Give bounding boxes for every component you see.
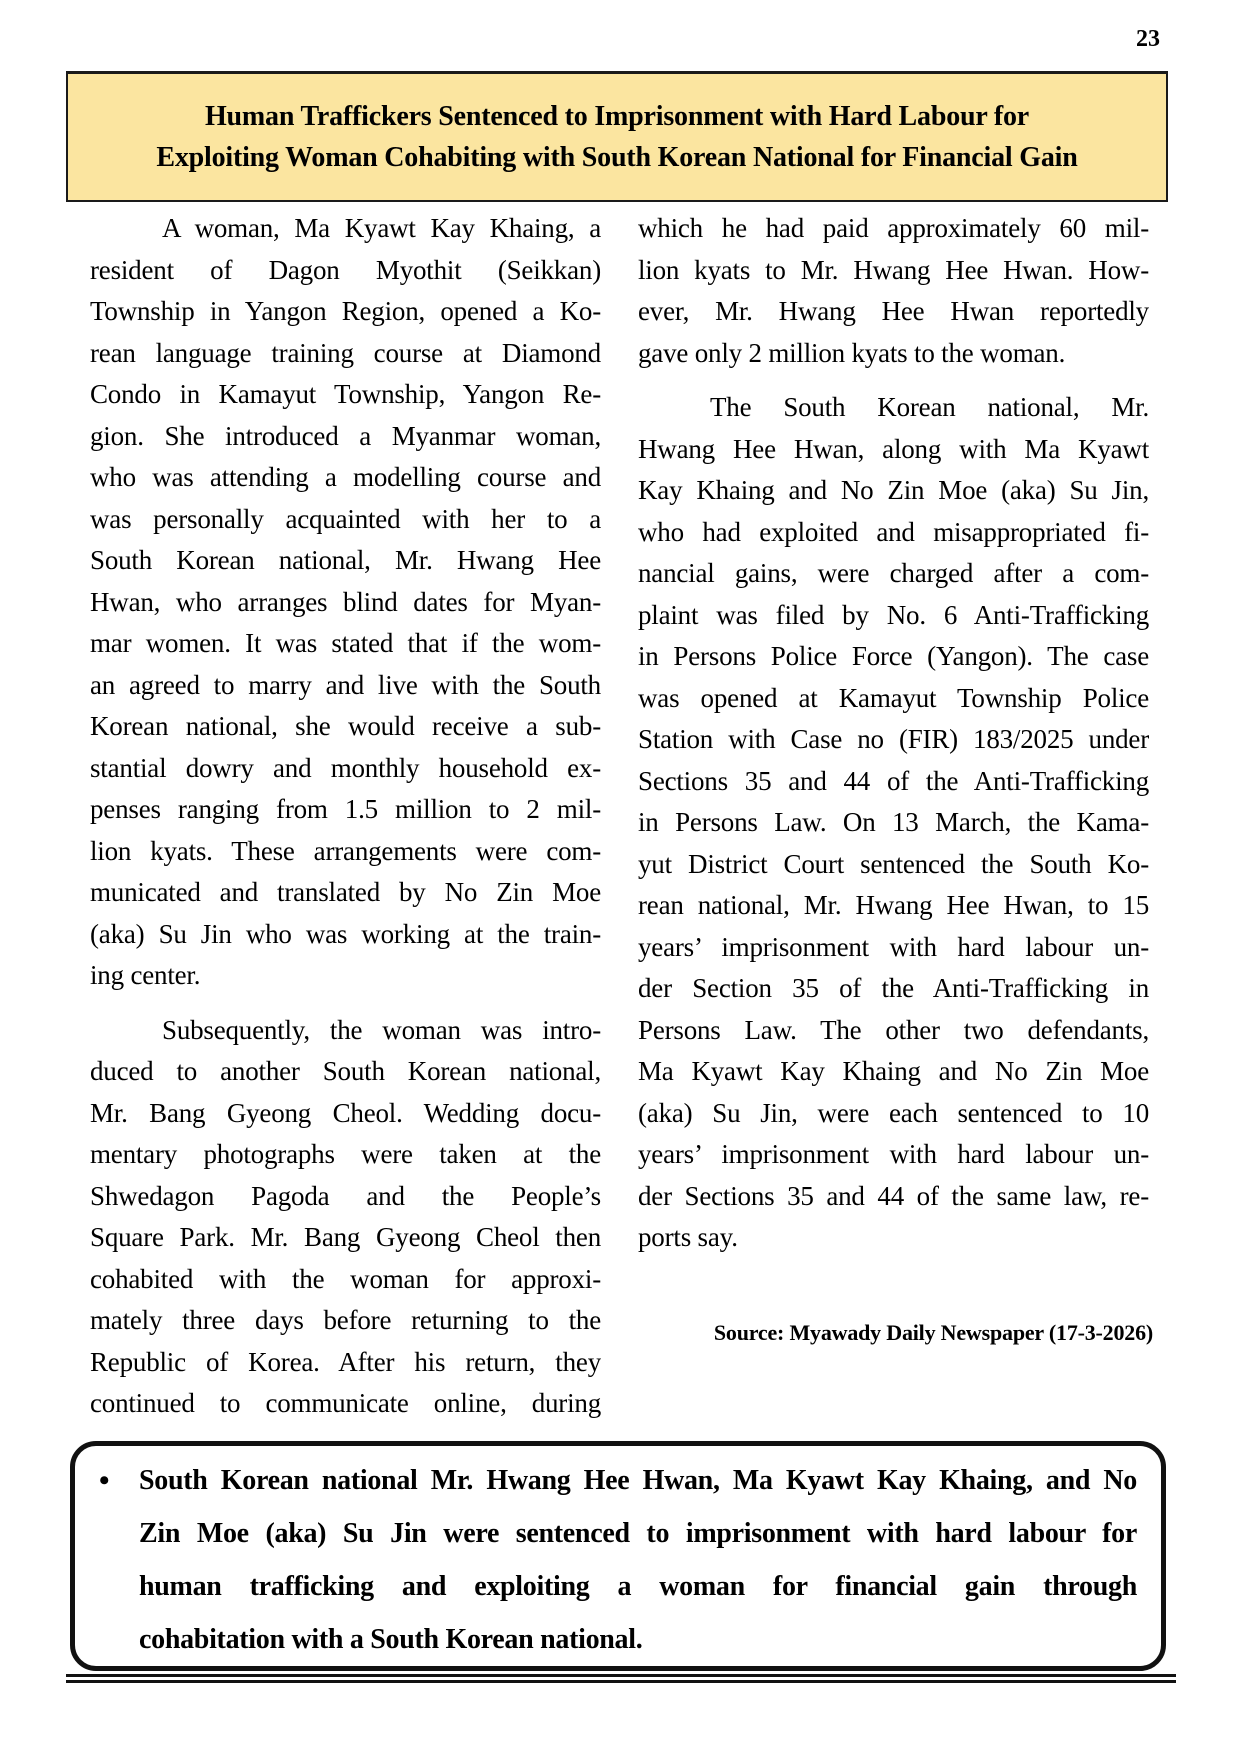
text-line: yut District Court sentenced the South Ko- <box>638 848 1149 879</box>
right-column <box>638 208 1149 1425</box>
paragraph <box>90 208 601 997</box>
text-line: A woman, Ma Kyawt Kay Khaing, a <box>162 213 601 243</box>
text-line: Persons Law. The other two defendants, <box>638 1014 1149 1045</box>
paragraph <box>90 1010 601 1425</box>
text-line: ing center. <box>90 960 201 990</box>
text-line: an agreed to marry and live with the South <box>90 669 601 700</box>
text-line: The South Korean national, Mr. <box>710 392 1149 422</box>
text-line: resident of Dagon Myothit (Seikkan) <box>90 254 601 285</box>
text-line: plaint was filed by No. 6 Anti-Trafficking <box>638 599 1149 630</box>
text-line: duced to another South Korean national, <box>90 1056 601 1086</box>
article-body <box>90 208 1149 1425</box>
text-line: Subsequently, the woman was intro- <box>162 1014 601 1045</box>
text-line: Township in Yangon Region, opened a Ko- <box>90 296 601 326</box>
text-line: was personally acquainted with her to a <box>90 503 601 534</box>
text-line: who had exploited and misappropriated fi- <box>638 516 1149 547</box>
bullet-marker: • <box>99 1464 110 1497</box>
text-line: gion. She introduced a Myanmar woman, <box>90 420 601 451</box>
bottom-double-rule <box>66 1674 1176 1683</box>
text-line: years’ imprisonment with hard labour un- <box>638 931 1149 962</box>
text-line: Korean national, she would receive a sub- <box>90 711 601 741</box>
text-line: Hwang Hee Hwan, along with Ma Kyawt <box>638 433 1149 464</box>
text-line: rean national, Mr. Hwang Hee Hwan, to 15 <box>638 890 1149 920</box>
text-line: nancial gains, were charged after a com- <box>638 558 1149 588</box>
text-line: Square Park. Mr. Bang Gyeong Cheol then <box>90 1222 601 1252</box>
text-line: lion kyats. These arrangements were com- <box>90 835 601 866</box>
summary-line: human trafficking and exploiting a woman for financial gain through <box>139 1571 1137 1602</box>
text-line: Condo in Kamayut Township, Yangon Re- <box>90 379 601 409</box>
text-line: mar women. It was stated that if the wom- <box>90 628 601 658</box>
text-line: Station with Case no (FIR) 183/2025 under <box>638 724 1149 754</box>
text-line: der Sections 35 and 44 of the same law, re- <box>638 1180 1149 1211</box>
text-line: lion kyats to Mr. Hwang Hee Hwan. How- <box>638 254 1149 285</box>
text-line: mately three days before returning to the <box>90 1305 601 1335</box>
text-line: (aka) Su Jin who was working at the train- <box>90 918 601 949</box>
text-line: in Persons Police Force (Yangon). The case <box>638 641 1149 671</box>
text-line: penses ranging from 1.5 million to 2 mil- <box>90 794 601 824</box>
text-line: cohabited with the woman for approxi- <box>90 1263 601 1294</box>
text-line: (aka) Su Jin, were each sentenced to 10 <box>638 1097 1149 1128</box>
text-line: continued to communicate online, during <box>90 1388 601 1418</box>
text-line: Ma Kyawt Kay Khaing and No Zin Moe <box>638 1056 1149 1086</box>
text-line: Shwedagon Pagoda and the People’s <box>90 1180 601 1211</box>
article-title-line-1: Human Traffickers Sentenced to Imprisonment with Hard Labour for <box>204 101 1030 132</box>
text-line: was opened at Kamayut Township Police <box>638 682 1149 713</box>
article-title-line-2: Exploiting Woman Cohabiting with South Korean National for Financial Gain <box>156 142 1078 173</box>
summary-line: South Korean national Mr. Hwang Hee Hwan, Ma Kyawt Kay Khaing, and No <box>139 1465 1137 1496</box>
text-line: ports say. <box>638 1222 738 1252</box>
text-line: stantial dowry and monthly household ex- <box>90 752 601 783</box>
summary-box <box>70 1441 1166 1671</box>
text-line: who was attending a modelling course and <box>90 462 601 492</box>
source-attribution: Source: Myawady Daily Newspaper (17-3-2026) <box>713 1320 1153 1345</box>
text-line: Mr. Bang Gyeong Cheol. Wedding docu- <box>90 1097 601 1128</box>
text-line: which he had paid approximately 60 mil- <box>638 213 1149 243</box>
text-line: ever, Mr. Hwang Hee Hwan reportedly <box>638 296 1149 326</box>
text-line: Republic of Korea. After his return, they <box>90 1346 601 1377</box>
text-line: Sections 35 and 44 of the Anti-Trafficking <box>638 765 1149 796</box>
text-line: municated and translated by No Zin Moe <box>90 877 601 907</box>
text-line: rean language training course at Diamond <box>90 337 601 368</box>
text-line: in Persons Law. On 13 March, the Kama- <box>638 807 1149 837</box>
left-column <box>90 208 601 1425</box>
summary-line: cohabitation with a South Korean national. <box>139 1624 643 1655</box>
text-line: years’ imprisonment with hard labour un- <box>638 1139 1149 1169</box>
summary-line: Zin Moe (aka) Su Jin were sentenced to imprisonment with hard labour for <box>139 1518 1137 1549</box>
summary-text <box>139 1454 1137 1666</box>
paragraph <box>638 208 1149 374</box>
text-line: Kay Khaing and No Zin Moe (aka) Su Jin, <box>638 475 1149 505</box>
text-line: gave only 2 million kyats to the woman. <box>638 337 1066 368</box>
paragraph <box>638 387 1149 1259</box>
page-number: 23 <box>1136 26 1160 52</box>
text-line: South Korean national, Mr. Hwang Hee <box>90 545 601 575</box>
article-title-box <box>66 71 1168 202</box>
text-line: der Section 35 of the Anti-Trafficking in <box>638 973 1149 1003</box>
text-line: mentary photographs were taken at the <box>90 1139 601 1169</box>
text-line: Hwan, who arranges blind dates for Myan- <box>90 586 601 617</box>
